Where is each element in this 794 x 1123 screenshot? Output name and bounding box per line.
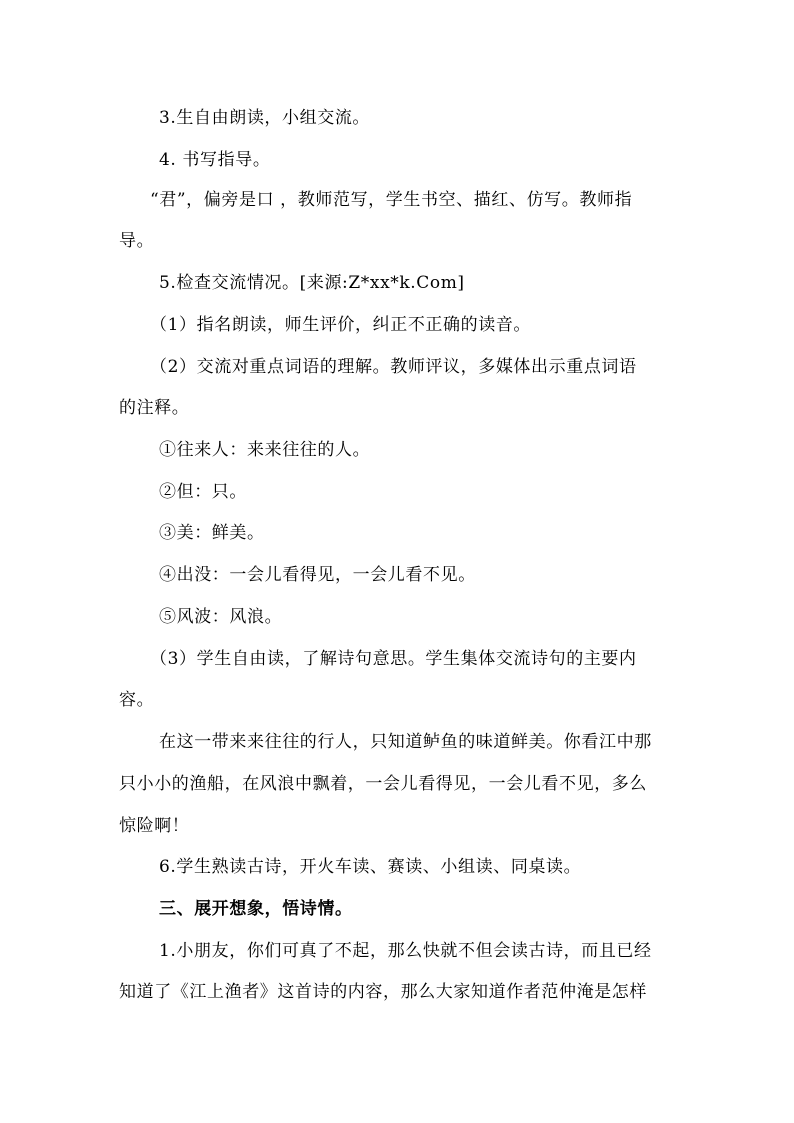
paragraph-sub-2-cont: 的注释。 (119, 398, 190, 418)
paragraph-step-4: 4. 书写指导。 (159, 150, 271, 170)
paragraph-sub-1: （1）指名朗读，师生评价，纠正不正确的读音。 (150, 315, 532, 335)
paragraph-sub-2: （2）交流对重点词语的理解。教师评议，多媒体出示重点词语 (150, 357, 637, 377)
note-item-3: ③美：鲜美。 (159, 523, 265, 543)
paragraph-step-3: 3.生自由朗读，小组交流。 (159, 108, 371, 128)
poem-meaning-line-1: 在这一带来来往往的行人，只知道鲈鱼的味道鲜美。你看江中那 (159, 732, 652, 752)
section-heading-3: 三、展开想象，悟诗情。 (159, 899, 353, 919)
note-item-5: ⑤风波：风浪。 (159, 607, 283, 627)
poem-meaning-line-3: 惊险啊！ (119, 816, 190, 836)
paragraph-step-5: 5.检查交流情况。[来源:Z*xx*k.Com] (159, 273, 465, 293)
note-item-2: ②但：只。 (159, 482, 247, 502)
note-item-1: ①往来人：来来往往的人。 (159, 440, 371, 460)
paragraph-writing-guide-cont: 导。 (119, 231, 155, 251)
note-item-4: ④出没：一会儿看得见，一会儿看不见。 (159, 565, 476, 585)
paragraph-step-6: 6.学生熟读古诗，开火车读、赛读、小组读、同桌读。 (159, 857, 582, 877)
paragraph-writing-guide: “君”，偏旁是口 ，教师范写，学生书空、描红、仿写。教师指 (150, 190, 633, 210)
paragraph-sub-3: （3）学生自由读，了解诗句意思。学生集体交流诗句的主要内 (150, 649, 637, 669)
paragraph-sub-3-cont: 容。 (119, 690, 155, 710)
poem-meaning-line-2: 只小小的渔船，在风浪中飘着，一会儿看得见，一会儿看不见，多么 (119, 774, 647, 794)
paragraph-step-1-line-1: 1.小朋友，你们可真了不起，那么快就不但会读古诗，而且已经 (159, 941, 652, 961)
paragraph-step-1-line-2: 知道了《江上渔者》这首诗的内容，那么大家知道作者范仲淹是怎样 (119, 982, 647, 1002)
